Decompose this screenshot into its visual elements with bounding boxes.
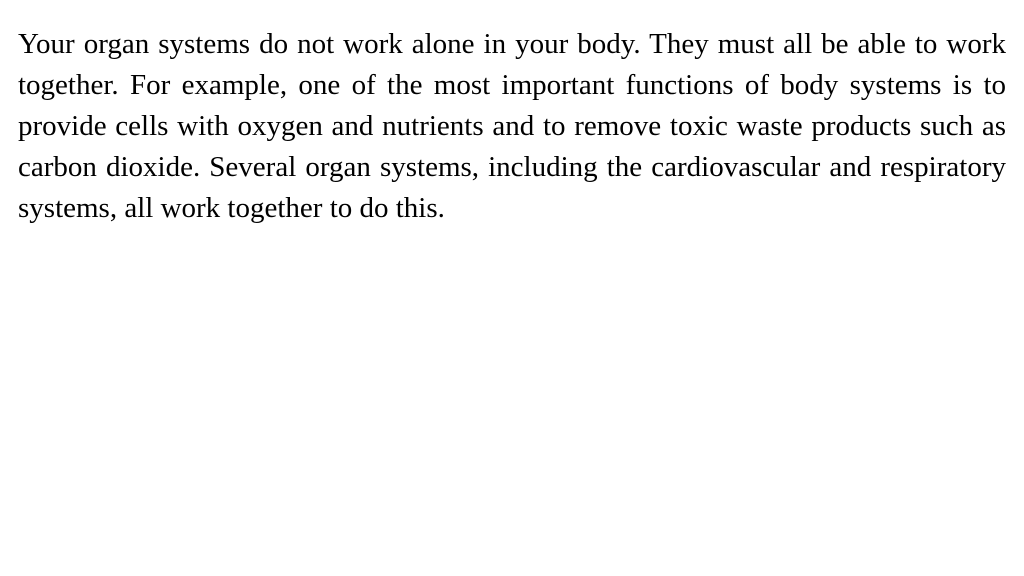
body-paragraph: Your organ systems do not work alone in your body. They must all be able to work together. For example, one of the most important functions of body systems is to provide cells with oxygen and nutrients and to remove toxic waste products such as carbon dioxide. Several organ systems, including the cardiovascular and respiratory systems, all work together to do this. — [18, 28, 1006, 224]
